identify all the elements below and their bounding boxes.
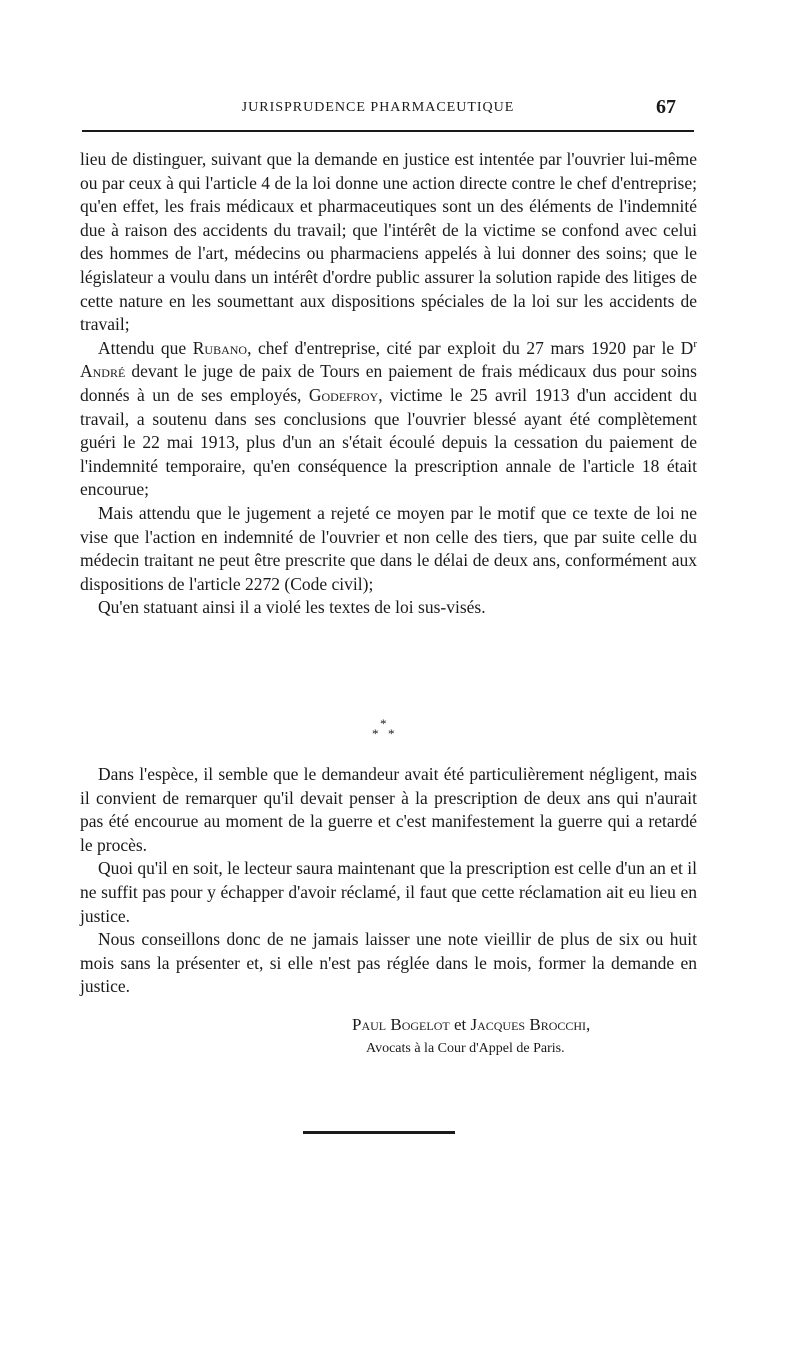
asterism-star-right: * (388, 726, 395, 741)
signature-block (352, 1014, 662, 1060)
author-bogelot: Paul Bogelot (352, 1015, 450, 1034)
paragraph-quoi-quil: Quoi qu'il en soit, le lecteur saura maintenant que la prescription est celle d'un an et il ne suffit pas pour y échapper d'avoir réclamé, il faut que cette réclamation ait eu lieu en justice. (80, 858, 697, 926)
asterism (360, 716, 410, 746)
party-name-rubano: Rubano (192, 337, 248, 358)
author-brocchi: Jacques Brocchi (470, 1015, 587, 1034)
asterism-star-top: * (380, 716, 387, 731)
judgment-text (80, 148, 697, 620)
paragraph-attendu (80, 337, 697, 502)
asterism-star-left: * (372, 726, 379, 741)
paragraph-mais-attendu: Mais attendu que le jugement a rejeté ce moyen par le motif que ce texte de loi ne vise que l'action en indemnité de l'ouvrier et non celle des tiers, que par suite celle du médecin traitant ne peut être prescrite que dans le délai de deux ans, conformément aux dispositions de l'article 2272 (Code civil); (80, 502, 697, 594)
page-number: 67 (656, 96, 676, 118)
text-run: , victime le 25 avril 1913 d'un accident du travail, a soutenu dans ses conclusions que l'ouvrier blessé ayant été complètement guéri le 22 mai 1913, plus d'un an s'était écoulé depuis la cessation du paiement de l'indemnité temporaire, qu'en conséquence la prescription annale de l'article 18 était encourue; (80, 384, 697, 500)
text-run: Attendu que (98, 337, 193, 358)
running-title: JURISPRUDENCE PHARMACEUTIQUE (241, 100, 515, 115)
page-header (80, 96, 676, 122)
author-conjunction: et (449, 1015, 471, 1034)
text-run: devant le juge de paix de Tours en paiement de frais médicaux dus pour soins donnés à un de ses employés, (80, 361, 697, 405)
header-rule (82, 130, 694, 132)
paragraph-continued: lieu de distinguer, suivant que la demande en justice est intentée par l'ouvrier lui-même ou par ceux à qui l'article 4 de la loi donne une action directe contre le chef d'entreprise; qu'en effet, les frais médicaux et pharmaceutiques sont un des éléments de l'indemnité due à raison des accidents du travail; que l'intérêt de la victime se confond avec celui des hommes de l'art, médecins ou pharmaciens appelés à lui donner des soins; que le législateur a voulu dans un intérêt d'ordre public assurer la solution rapide des litiges de cette nature en les soumettant aux dispositions spéciales de la loi sur les accidents de travail; (80, 149, 697, 335)
author-comma: , (586, 1015, 591, 1034)
party-name-godefroy: Godefroy (308, 384, 379, 405)
commentary-text (80, 763, 697, 999)
author-affiliation: Avocats à la Cour d'Appel de Paris. (366, 1041, 565, 1056)
end-rule (303, 1131, 455, 1134)
text-run: , chef d'entreprise, cité par exploit du 27 mars 1920 par le D (247, 337, 694, 358)
paragraph-conseil: Nous conseillons donc de ne jamais laisser une note vieillir de plus de six ou huit mois sans la présenter et, si elle n'est pas réglée dans le mois, former la demande en justice. (80, 929, 697, 997)
paragraph-conclusion: Qu'en statuant ainsi il a violé les textes de loi sus-visés. (98, 597, 486, 618)
doctor-superscript: r (693, 337, 697, 350)
paragraph-espece: Dans l'espèce, il semble que le demandeur avait été particulièrement négligent, mais il convient de remarquer qu'il devait penser à la prescription de deux ans qui n'aurait pas été encourue au moment de la guerre et c'est manifestement la guerre qui a retardé le procès. (80, 764, 697, 855)
party-name-andre: André (80, 361, 126, 382)
